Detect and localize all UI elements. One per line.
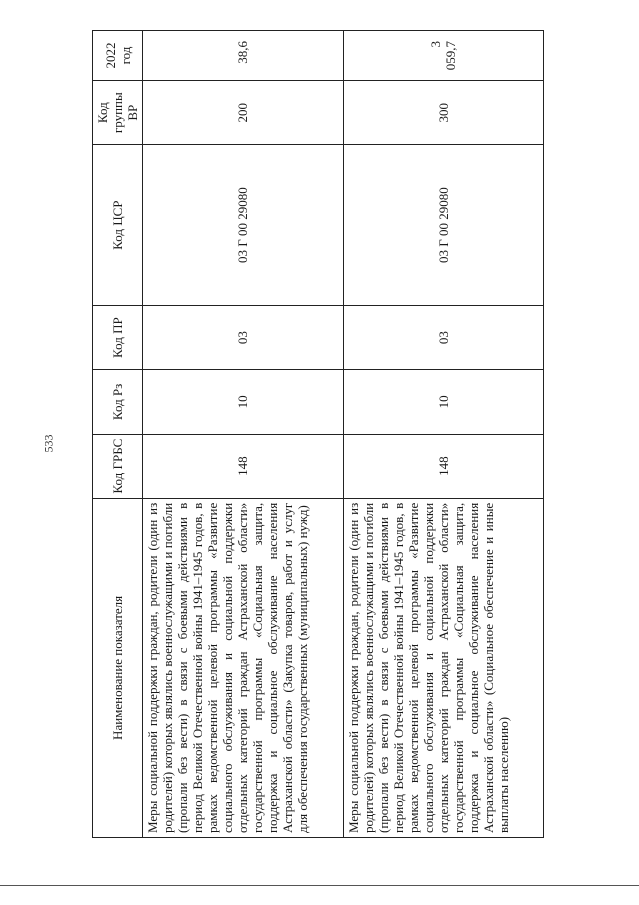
budget-table	[92, 30, 544, 838]
header-vr: Код группы ВР	[93, 81, 143, 145]
header-pr: Код ПР	[93, 305, 143, 369]
row-pr: 03	[143, 305, 344, 369]
row-grbs: 148	[343, 434, 544, 498]
row-pr: 03	[343, 305, 544, 369]
row-csr: 03 Г 00 29080	[143, 145, 344, 306]
row-grbs: 148	[143, 434, 344, 498]
row-vr: 200	[143, 81, 344, 145]
header-name: Наименование показателя	[93, 498, 143, 837]
budget-table-container	[92, 30, 639, 852]
row-csr: 03 Г 00 29080	[343, 145, 544, 306]
row-description: Меры социальной поддержки граждан, родители (один из родителей) которых являлись военнослужащими и погибли (пропали без вести) в связи с боевыми действиями в период Великой Отечественной войны 1941–1945 годов, в рамках ведомственной целевой программы «Развитие социального обслуживания и социальной поддержки отдельных категорий граждан Астраханской области» государственной программы «Социальная защита, поддержка и социальное обслуживание населения Астраханской области» (Социальное обеспечение и иные выплаты населению)	[343, 498, 544, 837]
header-grbs: Код ГРБС	[93, 434, 143, 498]
page-number: 533	[41, 434, 56, 453]
header-csr: Код ЦСР	[93, 145, 143, 306]
row-rz: 10	[343, 370, 544, 434]
row-rz: 10	[143, 370, 344, 434]
table-row	[143, 31, 344, 838]
header-rz: Код Рз	[93, 370, 143, 434]
header-row	[93, 31, 143, 838]
row-vr: 300	[343, 81, 544, 145]
rotated-table-frame	[92, 30, 544, 838]
row-description: Меры социальной поддержки граждан, родители (один из родителей) которых являлись военнослужащими и погибли (пропали без вести) в связи с боевыми действиями в период Великой Отечественной войны 1941–1945 годов, в рамках ведомственной целевой программы «Развитие социального обслуживания и социальной поддержки отдельных категорий граждан Астраханской области» государственной программы «Социальная защита, поддержка и социальное обслуживание населения Астраханской области» (Закупка товаров, работ и услуг для обеспечения государственных (муниципальных) нужд)	[143, 498, 344, 837]
header-year: 2022 год	[93, 31, 143, 81]
footer-rule	[0, 885, 639, 886]
row-amount: 3 059,7	[343, 31, 544, 81]
row-amount: 38,6	[143, 31, 344, 81]
table-row	[343, 31, 544, 838]
